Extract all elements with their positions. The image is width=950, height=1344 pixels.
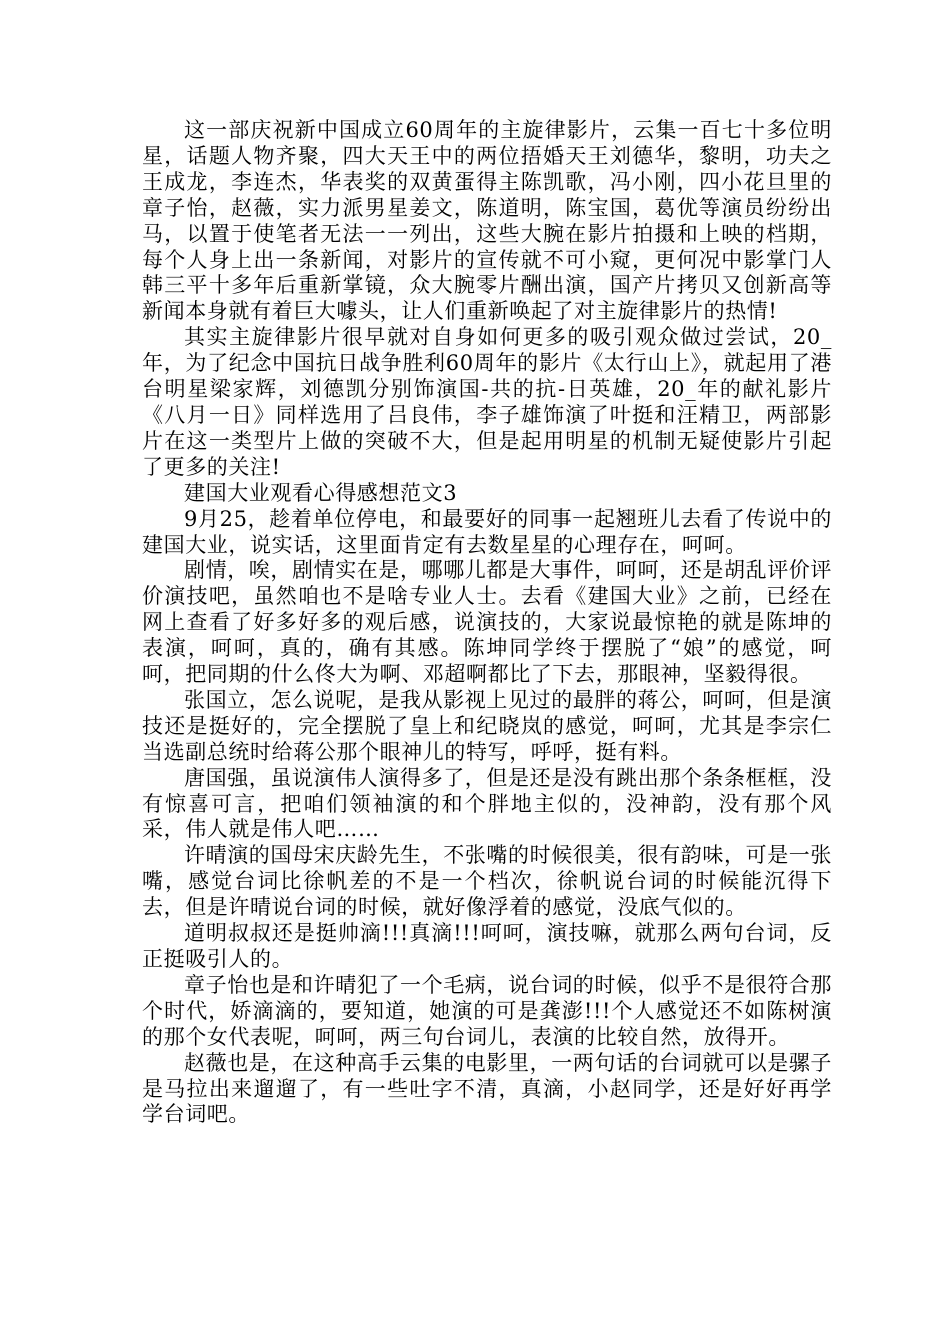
article-body bbox=[142, 118, 832, 1128]
paragraph-main-melody: 其实主旋律影片很早就对自身如何更多的吸引观众做过尝试，20_年，为了纪念中国抗日战争胜利60周年的影片《太行山上》，就起用了港台明星梁家辉，刘德凯分别饰演国-共的抗-日英雄，20_年的献礼影片《八月一日》同样选用了吕良伟，李子雄饰演了叶挺和汪精卫，两部影片在这一类型片上做的突破不大，但是起用明星的机制无疑使影片引起了更多的关注! bbox=[142, 325, 832, 479]
paragraph-tang-guoqiang: 唐国强，虽说演伟人演得多了，但是还是没有跳出那个条条框框，没有惊喜可言，把咱们领袖演的和个胖地主似的，没神韵，没有那个风采，伟人就是伟人吧…… bbox=[142, 765, 832, 842]
paragraph-zhao-wei: 赵薇也是，在这种高手云集的电影里，一两句话的台词就可以是骡子是马拉出来遛遛了，有一些吐字不清，真滴，小赵同学，还是好好再学学台词吧。 bbox=[142, 1050, 832, 1127]
paragraph-chen-daoming: 道明叔叔还是挺帅滴!!!真滴!!!呵呵，演技嘛，就那么两句台词，反正挺吸引人的。 bbox=[142, 921, 832, 971]
paragraph-zhang-guoli: 张国立，怎么说呢，是我从影视上见过的最胖的蒋公，呵呵，但是演技还是挺好的，完全摆脱了皇上和纪晓岚的感觉，呵呵，尤其是李宗仁当选副总统时给蒋公那个眼神儿的特写，呼呼，挺有料。 bbox=[142, 687, 832, 764]
paragraph-xu-qing: 许晴演的国母宋庆龄先生，不张嘴的时候很美，很有韵味，可是一张嘴，感觉台词比徐帆差的不是一个档次，徐帆说台词的时候能沉得下去，但是许晴说台词的时候，就好像浮着的感觉，没底气似的。 bbox=[142, 843, 832, 920]
paragraph-sept-25: 9月25，趁着单位停电，和最要好的同事一起翘班儿去看了传说中的建国大业，说实话，这里面肯定有去数星星的心理存在，呵呵。 bbox=[142, 506, 832, 557]
paragraph-plot: 剧情，唉，剧情实在是，哪哪儿都是大事件，呵呵，还是胡乱评价评价演技吧，虽然咱也不是啥专业人士。去看《建国大业》之前，已经在网上查看了好多好多的观后感，说演技的，大家说最惊艳的就是陈坤的表演，呵呵，真的，确有其感。陈坤同学终于摆脱了“娘”的感觉，呵呵，把同期的什么佟大为啊、邓超啊都比了下去，那眼神，坚毅得很。 bbox=[142, 558, 832, 687]
section-heading: 建国大业观看心得感想范文3 bbox=[184, 480, 458, 505]
paragraph-intro: 这一部庆祝新中国成立60周年的主旋律影片，云集一百七十多位明星，话题人物齐聚，四大天王中的两位捂婚天王刘德华，黎明，功夫之王成龙，李连杰，华表奖的双黄蛋得主陈凯歌，冯小刚，四小花旦里的章子怡，赵薇，实力派男星姜文，陈道明，陈宝国，葛优等演员纷纷出马，以置于使笔者无法一一列出，这些大腕在影片拍摄和上映的档期，每个人身上出一条新闻，对影片的宣传就不可小窥，更何况中影掌门人韩三平十多年后重新掌镜，众大腕零片酬出演，国产片拷贝又创新高等新闻本身就有着巨大噱头，让人们重新唤起了对主旋律影片的热情! bbox=[142, 118, 832, 324]
paragraph-zhang-ziyi: 章子怡也是和许晴犯了一个毛病，说台词的时候，似乎不是很符合那个时代，娇滴滴的，要知道，她演的可是龚澎!!!个人感觉还不如陈树演的那个女代表呢，呵呵，两三句台词儿，表演的比较自然，放得开。 bbox=[142, 972, 832, 1049]
